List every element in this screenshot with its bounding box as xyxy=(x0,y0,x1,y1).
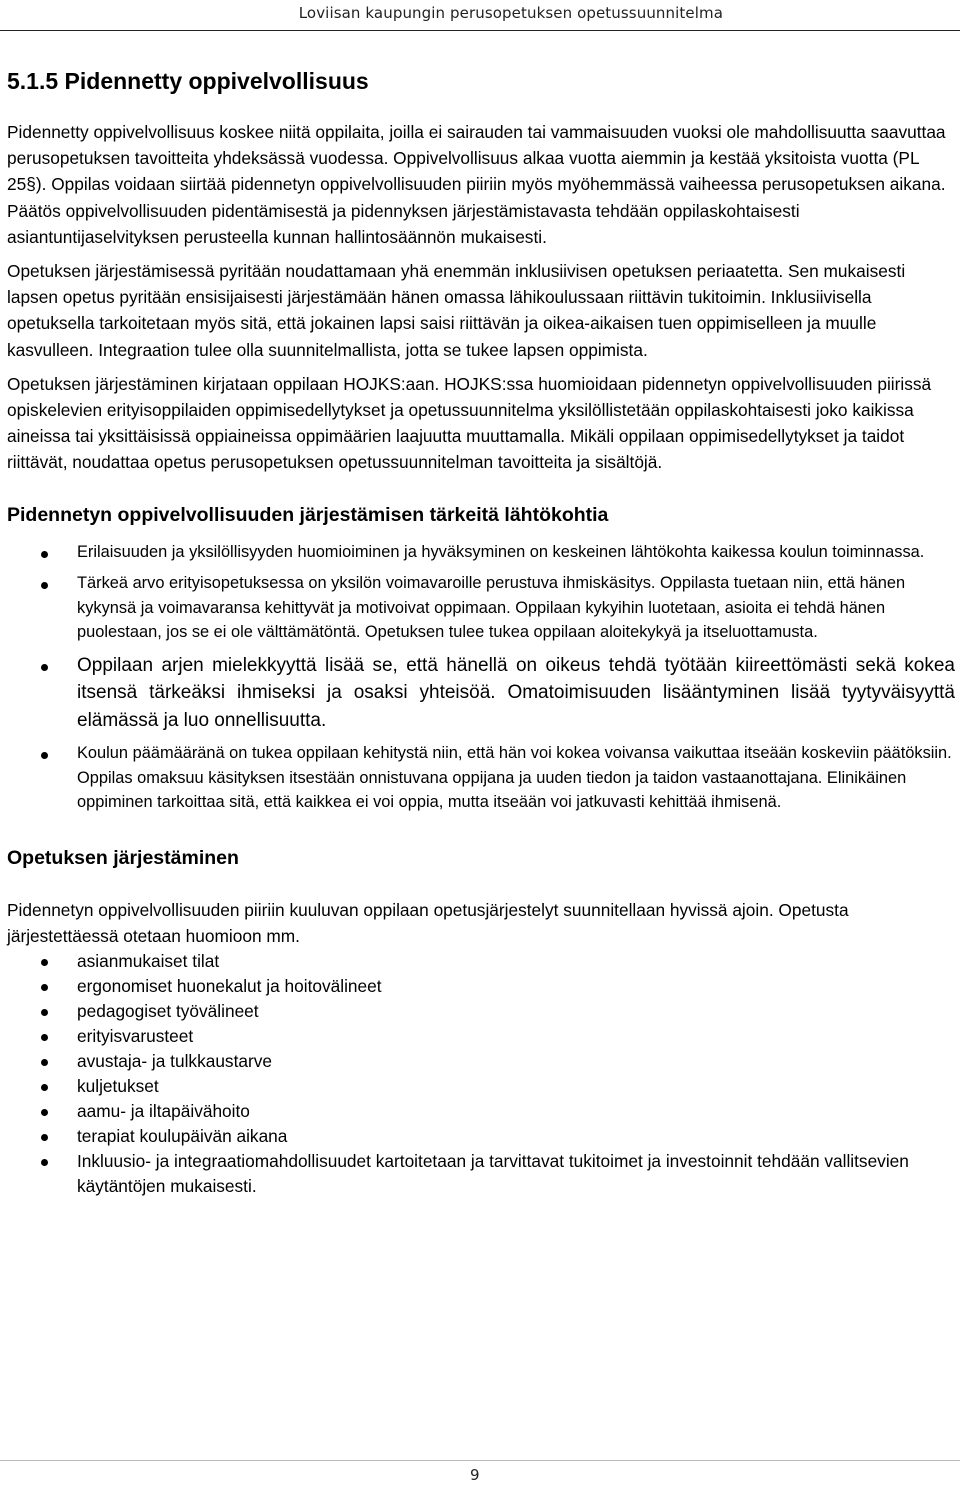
bullet-icon xyxy=(41,664,48,671)
list-item xyxy=(7,1074,955,1099)
list-item-text: Koulun päämääränä on tukea oppilaan kehitystä niin, että hän voi kokea voivansa vaikuttaa itseään koskeviin päätöksiin. Oppilas omaksuu käsityksen itsestään onnistuvana oppijana ja uuden tiedon ja taidon vastaanottajana. Elinikäinen oppiminen tarkoittaa sitä, että kaikkea ei voi oppia, mutta itseään voi jatkuvasti kehittää ihmisenä. xyxy=(77,744,952,812)
bullet-icon xyxy=(41,984,48,991)
principles-heading: Pidennetyn oppivelvollisuuden järjestämisen tärkeitä lähtökohtia xyxy=(7,503,609,526)
paragraph-hojks: Opetuksen järjestäminen kirjataan oppilaan HOJKS:aan. HOJKS:ssa huomioidaan pidennetyn oppivelvollisuuden piirissä opiskelevien erityisoppilaiden oppimisedellytykset ja opetussuunnitelma yksilöllistetään oppilaskohtaisesti joko kaikissa aineissa tai yksittäisissä oppiaineissa oppimäärien laajuutta muuttamalla. Mikäli oppilaan oppimisedellytykset ja taidot riittävät, noudattaa opetus perusopetuksen opetussuunnitelman tavoitteita ja sisältöjä. xyxy=(7,373,932,473)
document-header-title: Loviisan kaupungin perusopetuksen opetussuunnitelma xyxy=(298,4,723,22)
list-item-text: kuljetukset xyxy=(77,1076,159,1097)
list-item xyxy=(7,1124,955,1149)
list-item xyxy=(7,1099,955,1124)
organization-list xyxy=(7,949,955,1199)
paragraph-intro: Pidennetty oppivelvollisuus koskee niitä oppilaita, joilla ei sairauden tai vammaisuuden vuoksi ole mahdollisuutta saavuttaa perusopetuksen tavoitteita yhdeksässä vuodessa. Oppivelvollisuus alkaa vuotta aiemmin ja kestää yksitoista vuotta (PL 25§). Oppilas voidaan siirtää pidennetyn oppivelvollisuuden piiriin myös myöhemmässä vaiheessa perusopetuksen aikana. Päätös oppivelvollisuuden pidentämisestä ja pidennyksen järjestämistavasta tehdään oppilaskohtaisesti asiantuntijaselvityksen perusteella kunnan hallintosäännön mukaisesti. xyxy=(7,122,946,247)
bullet-icon xyxy=(41,1009,48,1016)
list-item xyxy=(7,741,955,815)
list-item xyxy=(7,974,955,999)
bullet-icon xyxy=(41,1109,48,1116)
bullet-icon xyxy=(41,1134,48,1141)
page-number: 9 xyxy=(470,1466,480,1484)
header-divider xyxy=(0,30,960,31)
bullet-icon xyxy=(41,752,48,759)
bullet-icon xyxy=(41,1059,48,1066)
bullet-icon xyxy=(41,1084,48,1091)
list-item-text: Oppilaan arjen mielekkyyttä lisää se, että hänellä on oikeus tehdä työtään kiireettömästi sekä kokea itsensä tärkeäksi ihmiseksi ja osaksi yhteisöä. Omatoimisuuden lisääntyminen lisää tyytyväisyyttä elämässä ja luo onnellisuutta. xyxy=(77,654,955,731)
list-item-text: Erilaisuuden ja yksilöllisyyden huomioiminen ja hyväksyminen on keskeinen lähtökohta kaikessa koulun toiminnassa. xyxy=(77,542,925,561)
list-item-text: terapiat koulupäivän aikana xyxy=(77,1126,288,1147)
footer-divider xyxy=(0,1460,960,1461)
organization-intro: Pidennetyn oppivelvollisuuden piiriin kuuluvan oppilaan opetusjärjestelyt suunnitellaan hyvissä ajoin. Opetusta järjestettäessä otetaan huomioon mm. xyxy=(7,899,849,946)
organization-heading: Opetuksen järjestäminen xyxy=(7,846,239,869)
list-item xyxy=(7,1149,955,1199)
list-item-text: avustaja- ja tulkkaustarve xyxy=(77,1051,272,1072)
page-content xyxy=(7,66,955,1199)
list-item-text: pedagogiset työvälineet xyxy=(77,1001,259,1022)
list-item xyxy=(7,571,955,645)
list-item-text: ergonomiset huonekalut ja hoitovälineet xyxy=(77,976,382,997)
paragraph-inclusive: Opetuksen järjestämisessä pyritään noudattamaan yhä enemmän inklusiivisen opetuksen periaatetta. Sen mukaisesti lapsen opetus pyritään ensisijaisesti järjestämään hänen omassa lähikoulussaan riittävin tukitoimin. Inklusiivisella opetuksella tarkoitetaan myös sitä, että jokainen lapsi saisi riittävän ja oikea-aikaisen tuen oppimiselleen ja muulle kasvulleen. Integraation tulee olla suunnitelmallista, jotta se tukee lapsen oppimista. xyxy=(7,261,906,360)
bullet-icon xyxy=(41,1034,48,1041)
list-item-text: erityisvarusteet xyxy=(77,1026,194,1047)
list-item-text: Tärkeä arvo erityisopetuksessa on yksilön voimavaroille perustuva ihmiskäsitys. Oppilasta tuetaan niin, että hänen kykynsä ja voimavaransa kehittyvät ja motivoivat oppimaan. Oppilaan kykyihin luotetaan, asioita ei tehdä hänen puolestaan, jos se ei ole välttämätöntä. Opetuksen tulee tukea oppilaan aloitekykyä ja itseluottamusta. xyxy=(77,574,906,642)
list-item xyxy=(7,1049,955,1074)
bullet-icon xyxy=(41,1159,48,1166)
list-item-text: Inkluusio- ja integraatiomahdollisuudet kartoitetaan ja tarvittavat tukitoimet ja investoinnit tehdään vallitsevien käytäntöjen mukaisesti. xyxy=(77,1151,909,1197)
list-item-text: asianmukaiset tilat xyxy=(77,951,220,972)
bullet-icon xyxy=(41,582,48,589)
list-item-text: aamu- ja iltapäivähoito xyxy=(77,1101,250,1122)
bullet-icon xyxy=(41,551,48,558)
bullet-icon xyxy=(41,959,48,966)
list-item xyxy=(7,1024,955,1049)
list-item xyxy=(7,999,955,1024)
list-item xyxy=(7,949,955,974)
section-heading: 5.1.5 Pidennetty oppivelvollisuus xyxy=(7,68,369,94)
principles-list xyxy=(7,540,955,815)
list-item xyxy=(7,540,955,565)
list-item xyxy=(7,652,955,735)
